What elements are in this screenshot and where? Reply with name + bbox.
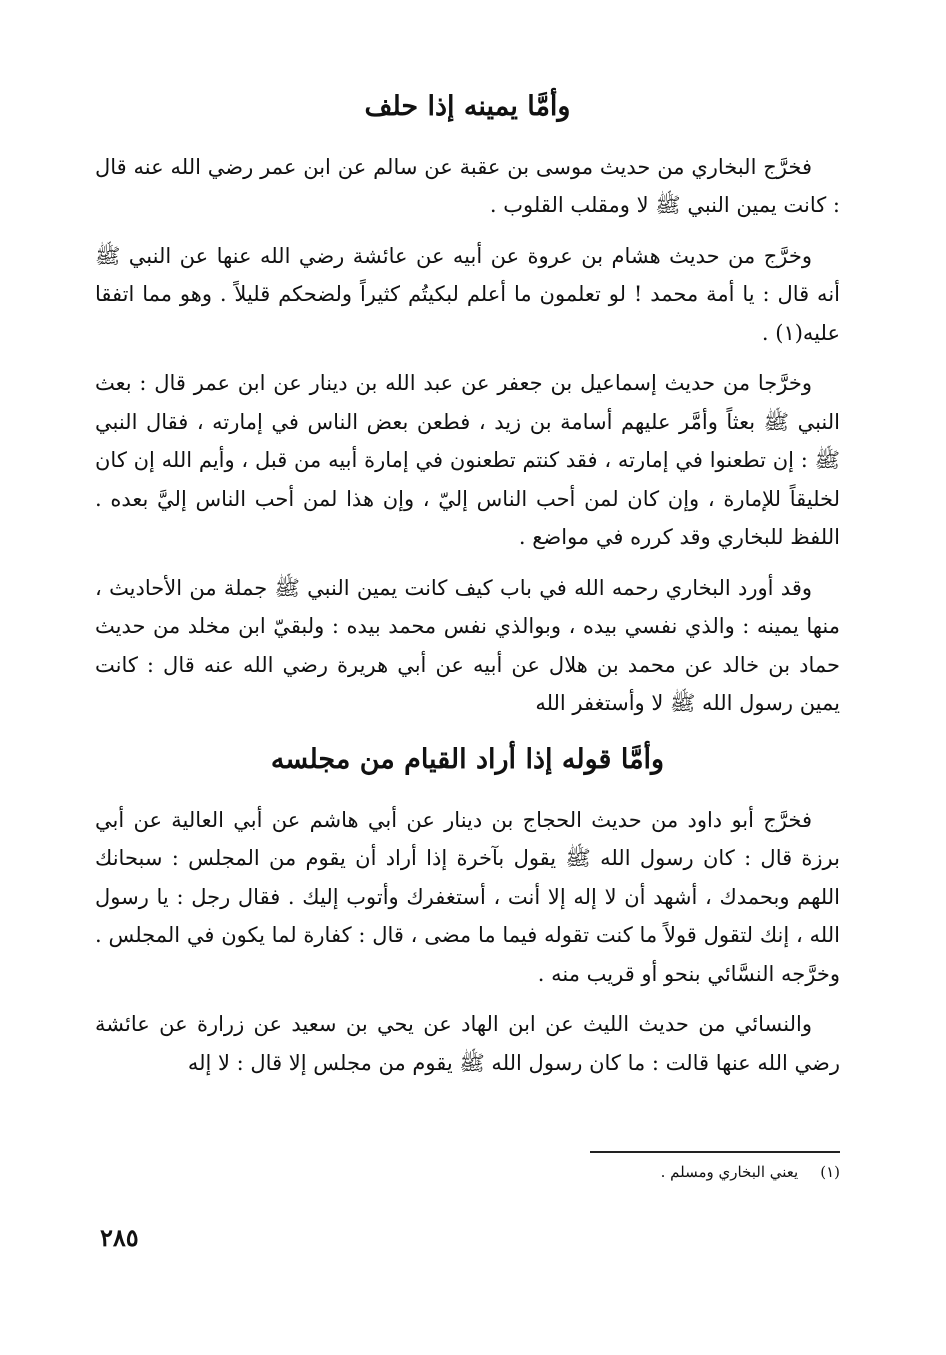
page-body [95,70,840,1094]
section-heading-oath: وأمَّا يمينه إذا حلف [364,91,571,122]
page-number: ٢٨٥ [100,1223,139,1252]
footnote-divider [590,1151,840,1153]
footnote-marker: (١) [820,1163,840,1181]
paragraph: وخرَّج من حديث هشام بن عروة عن أبيه عن عائشة رضي الله عنها عن النبي ﷺ أنه قال : يا أمة محمد ! لو تعلمون ما أعلم لبكيتُم كثيراً ولضحكم قليلاً . وهو مما اتفقا عليه(١) . [95,243,840,345]
paragraph: وخرَّجا من حديث إسماعيل بن جعفر عن عبد الله بن دينار عن ابن عمر قال : بعث النبي ﷺ بعثاً وأمَّر عليهم أسامة بن زيد ، فطعن بعض الناس في إمارته ، فقال النبي ﷺ : إن تطعنوا في إمارته ، فقد كنتم تطعنون في إمارة أبيه من قبل ، وأيم الله إن كان لخليقاً للإمارة ، وإن كان لمن أحب الناس إليّ ، وإن هذا لمن أحب الناس إليَّ بعده . اللفظ للبخاري وقد كرره في مواضع . [95,371,840,550]
paragraph: والنسائي من حديث الليث عن ابن الهاد عن يحي بن سعيد عن زرارة عن عائشة رضي الله عنها قالت : ما كان رسول الله ﷺ يقوم من مجلس إلا قال : لا إله [95,1012,840,1075]
footnote-text: يعني البخاري ومسلم . [660,1163,799,1181]
paragraph: وقد أورد البخاري رحمه الله في باب كيف كانت يمين النبي ﷺ جملة من الأحاديث ، منها يمينه : والذي نفسي بيده ، وبوالذي نفس محمد بيده : ولبقيّ ابن مخلد من حديث حماد بن خالد عن محمد بن هلال عن أبيه عن أبي هريرة رضي الله عنه قال : كانت يمين رسول الله ﷺ لا وأستغفر الله [95,575,840,716]
footnote [100,1163,840,1181]
section-heading-leaving-gathering: وأمَّا قوله إذا أراد القيام من مجلسه [270,743,665,775]
paragraph: فخرَّج البخاري من حديث موسى بن عقبة عن سالم عن ابن عمر رضي الله عنه قال : كانت يمين النبي ﷺ لا ومقلب القلوب . [95,154,840,218]
paragraph: فخرَّج أبو داود من حديث الحجاج بن دينار عن أبي هاشم عن أبي العالية عن أبي برزة قال : كان رسول الله ﷺ يقول بآخرة إذا أراد أن يقوم من المجلس : سبحانك اللهم وبحمدك ، أشهد أن لا إله إلا أنت ، أستغفرك وأتوب إليك . فقال رجل : يا رسول الله ، إنك لتقول قولاً ما كنت تقوله فيما ما مضى ، قال : كفارة لما يكون في المجلس . وخرَّجه النسَّائي بنحو أو قريب منه . [95,807,840,986]
